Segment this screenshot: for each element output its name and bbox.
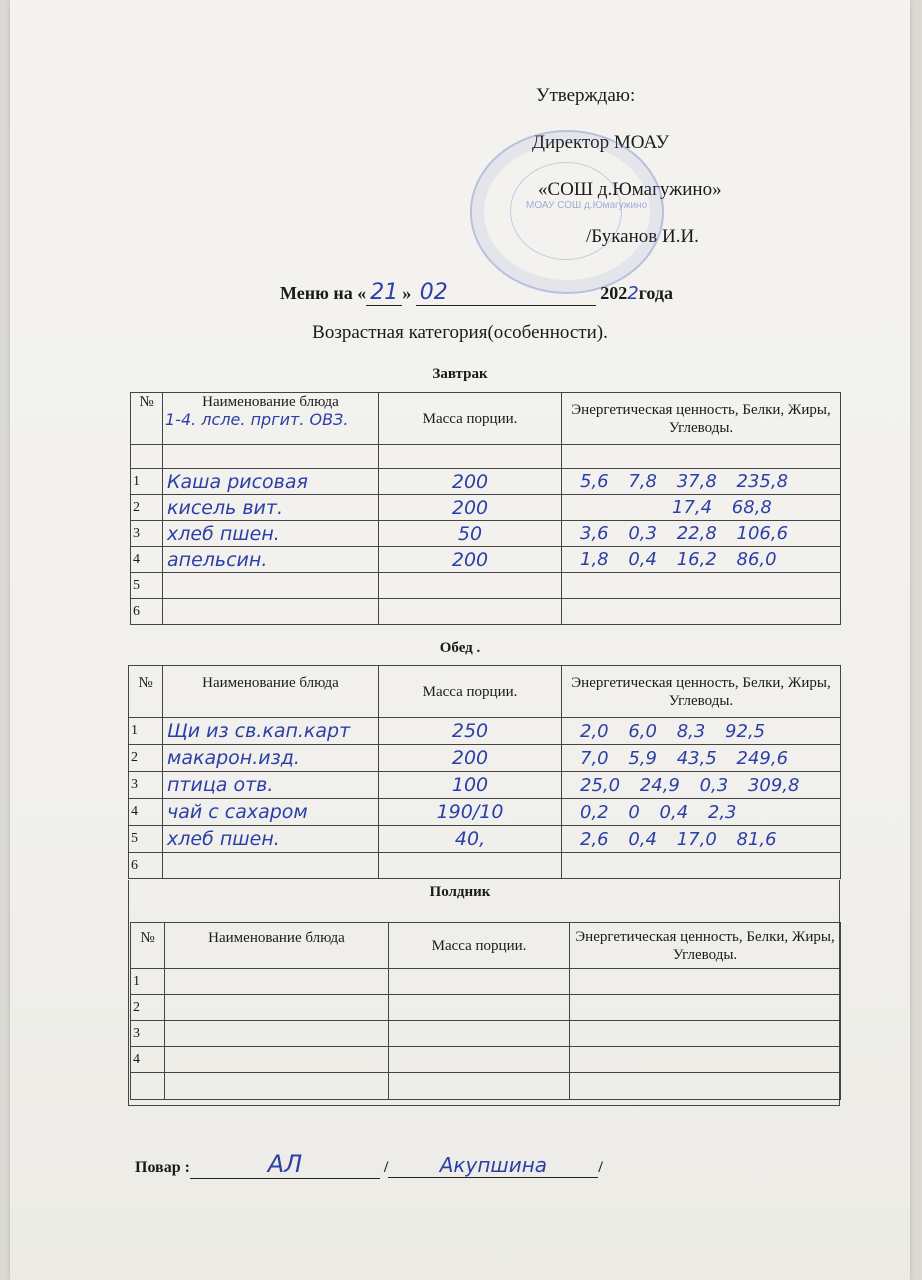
dish-name: макарон.изд.: [163, 745, 379, 772]
snack-header-row: [131, 923, 841, 969]
menu-title-prefix: Меню на «: [280, 283, 367, 303]
dish-nutrition: [562, 853, 841, 879]
col-no-header: №: [131, 393, 163, 445]
lunch-header-row: [129, 666, 841, 718]
stamp-text: МОАУ СОШ д.Юмагужино: [526, 200, 648, 211]
row-number: 6: [129, 853, 163, 879]
dish-name: апельсин.: [163, 547, 379, 573]
table-row: [131, 495, 841, 521]
separator-1: /: [383, 1159, 389, 1176]
table-row: [129, 772, 841, 799]
dish-name: Каша рисовая: [163, 469, 379, 495]
dish-mass: 200: [379, 495, 562, 521]
dish-name: [163, 573, 379, 599]
dish-mass: 50: [379, 521, 562, 547]
table-row: [131, 1047, 841, 1073]
dish-nutrition: [562, 599, 841, 625]
row-number: 6: [131, 599, 163, 625]
col-mass-header: Масса порции.: [379, 393, 562, 445]
snack-title: Полдник: [429, 884, 491, 900]
dish-mass: 100: [379, 772, 562, 799]
col-no-header: №: [131, 923, 165, 969]
cook-signature: АЛ: [190, 1150, 380, 1179]
dish-name: [163, 853, 379, 879]
dish-mass: 200: [379, 547, 562, 573]
dish-nutrition: 3,6 0,3 22,8 106,6: [562, 521, 841, 547]
table-row: [131, 445, 841, 469]
table-row: [131, 547, 841, 573]
row-number: 1: [129, 718, 163, 745]
row-number: 2: [131, 995, 165, 1021]
menu-year-prefix: 202: [600, 283, 628, 303]
table-row: [131, 521, 841, 547]
table-row: [129, 745, 841, 772]
col-name-header: Наименование блюда: [163, 666, 379, 718]
dish-nutrition: 7,0 5,9 43,5 249,6: [562, 745, 841, 772]
lunch-table: [128, 665, 841, 879]
dish-name: птица отв.: [163, 772, 379, 799]
approval-position: Директор МОАУ: [532, 132, 670, 153]
dish-name: хлеб пшен.: [163, 826, 379, 853]
col-mass-header: Масса порции.: [389, 923, 570, 969]
col-mass-header: Масса порции.: [379, 666, 562, 718]
dish-nutrition: 2,6 0,4 17,0 81,6: [562, 826, 841, 853]
dish-name: кисель вит.: [163, 495, 379, 521]
row-number: 2: [131, 495, 163, 521]
dish-nutrition: 25,0 24,9 0,3 309,8: [562, 772, 841, 799]
col-name-header: Наименование блюда: [165, 923, 389, 969]
dish-nutrition: 17,4 68,8: [562, 495, 841, 521]
table-row: [131, 599, 841, 625]
age-category: Возрастная категория(особенности).: [312, 322, 608, 343]
approval-director-name: /Буканов И.И.: [586, 226, 699, 247]
row-number: 1: [131, 469, 163, 495]
table-row: [129, 718, 841, 745]
dish-nutrition: 2,0 6,0 8,3 92,5: [562, 718, 841, 745]
dish-mass: [379, 853, 562, 879]
cook-name: Акупшина: [388, 1153, 598, 1178]
row-number: 3: [129, 772, 163, 799]
cook-signature-line: [135, 1150, 603, 1179]
menu-title-suffix: года: [638, 283, 674, 303]
snack-table: [130, 922, 841, 1100]
row-number: 3: [131, 1021, 165, 1047]
row-number: 4: [131, 1047, 165, 1073]
dish-name: чай с сахаром: [163, 799, 379, 826]
table-row: [129, 853, 841, 879]
table-row: [131, 1021, 841, 1047]
table-row: [129, 826, 841, 853]
breakfast-title: Завтрак: [432, 366, 488, 382]
breakfast-header-row: [131, 393, 841, 445]
menu-year-digit: 2: [627, 283, 639, 304]
table-row: [131, 1073, 841, 1100]
col-no-header: №: [129, 666, 163, 718]
dish-nutrition: 5,6 7,8 37,8 235,8: [562, 469, 841, 495]
row-number: 4: [129, 799, 163, 826]
row-number: 2: [129, 745, 163, 772]
col-energy-header: Энергетическая ценность, Белки, Жиры, Углеводы.: [562, 393, 841, 445]
menu-title-mid: »: [402, 283, 412, 303]
separator-2: /: [598, 1159, 603, 1176]
col-name-label: Наименование блюда: [202, 394, 339, 410]
row-number: 5: [131, 573, 163, 599]
dish-mass: 190/10: [379, 799, 562, 826]
table-row: [131, 969, 841, 995]
dish-name: Щи из св.кап.карт: [163, 718, 379, 745]
dish-name: [163, 599, 379, 625]
row-number: 4: [131, 547, 163, 573]
menu-day: 21: [366, 280, 402, 306]
dish-mass: [379, 573, 562, 599]
breakfast-table: [130, 392, 841, 625]
dish-mass: 200: [379, 745, 562, 772]
menu-month: 02: [416, 280, 596, 306]
approval-school: «СОШ д.Юмагужино»: [538, 179, 722, 200]
dish-nutrition: [562, 573, 841, 599]
col-name-handwritten: 1-4. лсле. пргит. ОВЗ.: [165, 410, 349, 429]
table-row: [131, 995, 841, 1021]
col-name-header: [163, 393, 379, 445]
dish-nutrition: 0,2 0 0,4 2,3: [562, 799, 841, 826]
menu-title: [280, 280, 673, 306]
dish-mass: 200: [379, 469, 562, 495]
approval-heading: Утверждаю:: [536, 85, 636, 106]
table-row: [131, 469, 841, 495]
official-stamp: [470, 130, 664, 294]
table-row: [129, 799, 841, 826]
row-number: 5: [129, 826, 163, 853]
table-row: [131, 573, 841, 599]
dish-mass: 40,: [379, 826, 562, 853]
row-number: 3: [131, 521, 163, 547]
row-number: 1: [131, 969, 165, 995]
col-energy-header: Энергетическая ценность, Белки, Жиры, Углеводы.: [570, 923, 841, 969]
lunch-title: Обед .: [439, 640, 481, 656]
document-page: [10, 0, 910, 1280]
dish-mass: [379, 599, 562, 625]
dish-nutrition: 1,8 0,4 16,2 86,0: [562, 547, 841, 573]
col-energy-header: Энергетическая ценность, Белки, Жиры, Углеводы.: [562, 666, 841, 718]
dish-mass: 250: [379, 718, 562, 745]
dish-name: хлеб пшен.: [163, 521, 379, 547]
row-number: [131, 1073, 165, 1100]
cook-label: Повар :: [135, 1159, 190, 1176]
